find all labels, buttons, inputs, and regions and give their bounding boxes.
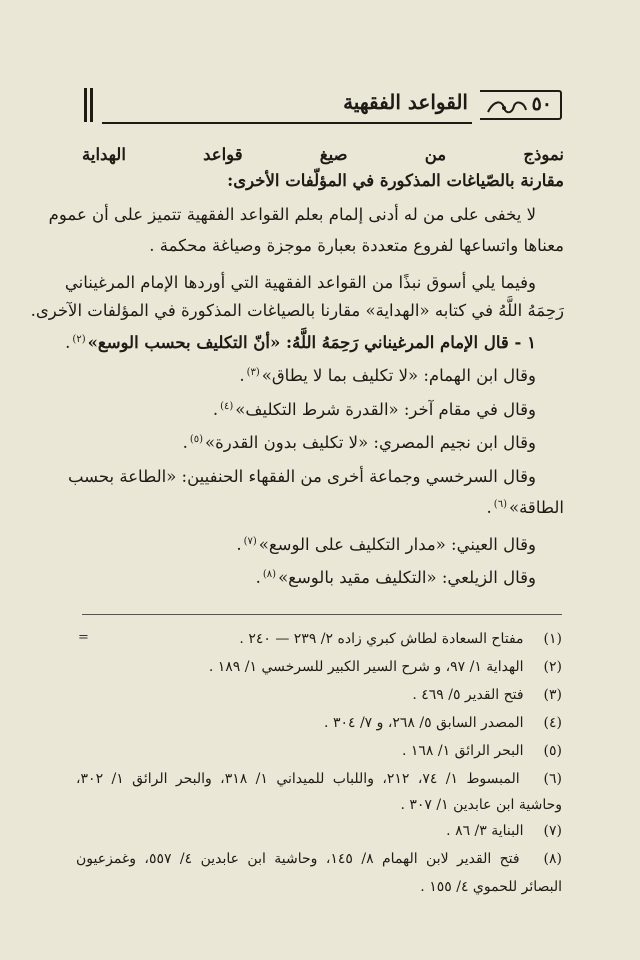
footnote-separator	[82, 614, 562, 615]
paragraph-line: رَحِمَهُ اللَّهُ في كتابه «الهداية» مقارنا بالصياغات المذكورة في المؤلفات الآخرى.	[30, 301, 564, 320]
footnote-text: المصدر السابق ٥/ ٢٦٨، و ٧/ ٣٠٤ .	[324, 715, 524, 731]
quote-text: ١ - قال الإمام المرغيناني رَحِمَهُ اللَّهُ: «أنّ التكليف بحسب الوسع»	[87, 333, 536, 352]
quote-text: وقال الزيلعي: «التكليف مقيد بالوسع»	[278, 568, 536, 587]
quote-line: وقال الزيلعي: «التكليف مقيد بالوسع»$^{(٨)}$.	[255, 568, 536, 587]
footnote-number: (٢)	[543, 659, 562, 675]
footnote-continuation	[76, 872, 562, 902]
running-header	[84, 86, 562, 126]
quote-line	[67, 462, 536, 492]
paragraph-line: لا يخفى على من له أدنى إلمام بعلم القواعد الفقهية تتميز على أن عموم	[48, 205, 536, 224]
footnote-ref: (٢)	[72, 333, 86, 345]
footnote-number: (٥)	[543, 743, 562, 759]
header-rule	[102, 122, 472, 124]
footnote-text: البصائر للحموي ٤/ ١٥٥ .	[420, 879, 562, 895]
footnote	[76, 708, 562, 738]
quote-line: وقال في مقام آخر: «القدرة شرط التكليف»$^{(٤)}$.	[212, 400, 536, 419]
footnote-text: البناية ٣/ ٨٦ .	[446, 823, 524, 839]
footnote-text: الهداية ١/ ٩٧، و شرح السير الكبير للسرخسي ١/ ١٨٩ .	[208, 659, 524, 675]
quote-line: وقال ابن الهمام: «لا تكليف بما لا يطاق»$^{(٣)}$.	[239, 366, 536, 385]
footnote-text: وحاشية ابن عابدين ١/ ٣٠٧ .	[400, 797, 562, 813]
footnote	[76, 816, 562, 846]
footnote	[76, 624, 562, 654]
header-ornament-bars	[84, 88, 96, 122]
footnote-number: (١)	[543, 631, 562, 647]
header-title: القواعد الفقهية	[343, 90, 468, 114]
footnote-text: فتح القدير لابن الهمام ٨/ ١٤٥، وحاشية ابن عابدين ٤/ ٥٥٧، وغمزعيون	[76, 851, 520, 867]
quote-text: وقال العيني: «مدار التكليف على الوسع»	[258, 535, 536, 554]
quote-text: الطاقة»	[508, 498, 564, 517]
footnote-number: (٨)	[543, 851, 563, 867]
footnote-number: (٧)	[543, 823, 562, 839]
footnote-continuation-marker: =	[78, 630, 89, 645]
footnote-ref: (٧)	[243, 535, 257, 547]
page-number: ٥٠	[531, 93, 552, 115]
quote-line: وقال العيني: «مدار التكليف على الوسع»$^{(٧)}$.	[236, 535, 536, 554]
footnote-number: (٣)	[543, 687, 562, 703]
footnote-ref: (٣)	[246, 366, 260, 378]
footnote-number: (٤)	[543, 715, 562, 731]
quote-line: ١ - قال الإمام المرغيناني رَحِمَهُ اللَّهُ: «أنّ التكليف بحسب الوسع»$^{(٢)}$.	[65, 333, 536, 352]
ornament-swirl-icon	[486, 98, 528, 118]
footnote-text: مفتاح السعادة لطاش كبري زاده ٢/ ٢٣٩ — ٢٤٠ .	[239, 631, 524, 647]
footnote-ref: (٤)	[220, 400, 234, 412]
quote-line: وقال ابن نجيم المصري: «لا تكليف بدون القدرة»$^{(٥)}$.	[182, 433, 536, 452]
footnote-text: البحر الرائق ١/ ١٦٨ .	[401, 743, 524, 759]
footnote	[76, 652, 562, 682]
quote-text: وقال ابن نجيم المصري: «لا تكليف بدون القدرة»	[205, 433, 536, 452]
page-number-frame	[480, 90, 562, 120]
footnote-number: (٦)	[543, 771, 563, 787]
quote-text: وقال السرخسي وجماعة أخرى من الفقهاء الحنفيين: «الطاعة بحسب	[67, 467, 536, 486]
section-title: نموذج من صيغ قواعد الهداية	[82, 145, 564, 164]
footnote-text: المبسوط ١/ ٧٤، ٢١٢، واللباب للميداني ١/ ٣١٨، والبحر الرائق ١/ ٣٠٢،	[76, 771, 520, 787]
footnote-text: فتح القدير ٥/ ٤٦٩ .	[412, 687, 524, 703]
quote-text: وقال ابن الهمام: «لا تكليف بما لا يطاق»	[261, 366, 536, 385]
footnote	[76, 844, 562, 874]
section-subtitle: مقارنة بالصّياغات المذكورة في المؤلّفات الأخرى:	[227, 171, 564, 190]
footnote-ref: (٦)	[493, 498, 507, 510]
paragraph-line: وفيما يلي أسوق نبذًا من القواعد الفقهية التي أوردها الإمام المرغيناني	[64, 273, 536, 292]
footnote-ref: (٨)	[262, 568, 277, 580]
quote-line: الطاقة»$^{(٦)}$.	[486, 498, 564, 517]
footnote-ref: (٥)	[189, 433, 204, 445]
quote-text: وقال في مقام آخر: «القدرة شرط التكليف»	[235, 400, 536, 419]
paragraph-line: معناها واتساعها لفروع متعددة بعبارة موجزة وصياغة محكمة .	[149, 236, 564, 255]
footnote	[76, 680, 562, 710]
footnote	[76, 736, 562, 766]
